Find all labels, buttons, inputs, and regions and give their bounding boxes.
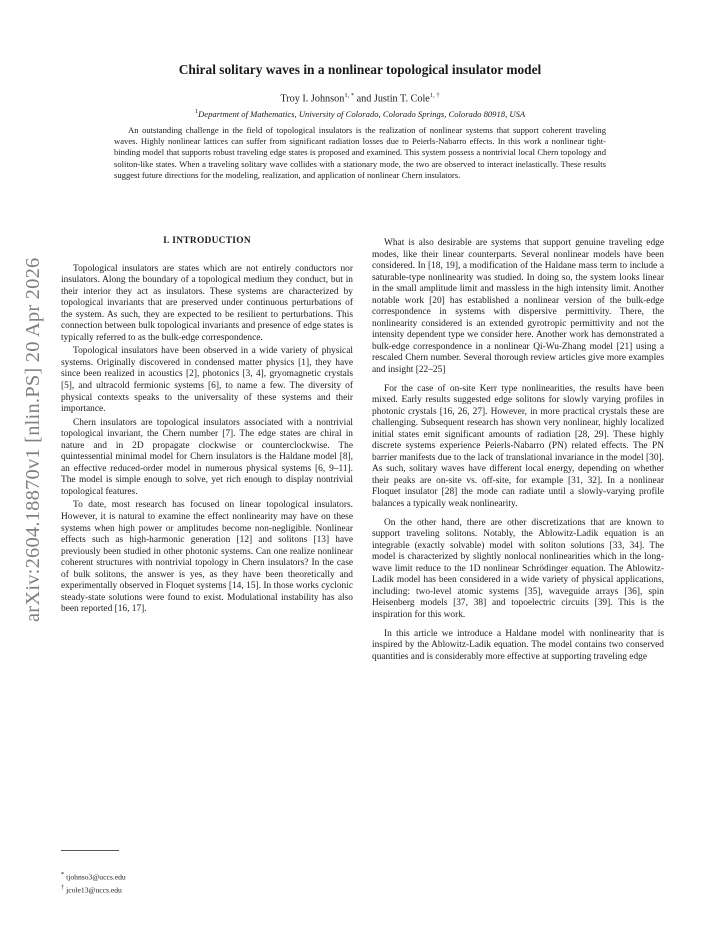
footnote-mark: † bbox=[61, 883, 65, 891]
author-line bbox=[60, 92, 660, 104]
affiliation-mark: 1 bbox=[194, 108, 199, 115]
paper-title: Chiral solitary waves in a nonlinear topological insulator model bbox=[178, 62, 542, 77]
author-name: Justin T. Cole bbox=[373, 93, 430, 105]
footnote-email-link[interactable]: jcole13@uccs.edu bbox=[66, 885, 122, 895]
footnote bbox=[61, 870, 126, 883]
footnote-rule bbox=[61, 850, 119, 851]
arxiv-identifier: arXiv:2604.18870v1 [nlin.PS] 20 Apr 2026 bbox=[22, 257, 44, 622]
right-column bbox=[372, 238, 664, 663]
abstract: An outstanding challenge in the field of topological insulators is the realization of nonlinear systems that support coherent traveling waves. Highly nonlinear lattices can suffer from significant radiation losses due to Peierls-Nabarro effects. In this work a nonlinear tight-binding model that supports robust traveling edge states is proposed and examined. This system possess a nontrivial local Chern topology and soliton-like states. When a traveling solitary wave collides with a stationary mode, the two are observed to interact inelastically. These results suggest future directions for the modeling, realization, and application of nonlinear Chern insulators. bbox=[114, 125, 606, 180]
affiliation-text: Department of Mathematics, University of Colorado, Colorado Springs, Colorado 80918, USA bbox=[198, 108, 526, 119]
author-affiliation-mark: 1, † bbox=[429, 92, 440, 99]
author-conjunction: and bbox=[354, 93, 374, 105]
footnote-mark: * bbox=[61, 871, 65, 878]
left-column bbox=[61, 236, 353, 616]
section-heading: I. INTRODUCTION bbox=[163, 236, 251, 246]
footnotes bbox=[61, 870, 126, 895]
paragraph: Topological insulators have been observed in a wide variety of physical systems. Originally discovered in condensed matter physics [1], they have since been realized in acoustics [2], photonics [3, 4], gryomagnetic crystals [5], and ultracold fermionic systems [6], to name a few. The diversity of physical contexts speaks to the universality of these systems and their importance. bbox=[61, 346, 353, 415]
paragraph: To date, most research has focused on linear topological insulators. However, it is natural to examine the effect nonlinearity may have on these systems when high power or amplitudes become non-negligible. Nonlinear effects such as high-harmonic generation [12] and solitons [13] have previously been studied in other photonic systems. Can one realize nonlinear coherent structures with nontrivial topology in Chern insulators? In the case of bulk solitons, the answer is yes, as they have been theoretically and experimentally observed in Floquet systems [14, 15]. In those works cyclonic steady-state solutions were found to exist. Modulational instability has also been reported [16, 17]. bbox=[61, 500, 353, 615]
footnote bbox=[61, 883, 126, 896]
author-name: Troy I. Johnson bbox=[280, 93, 345, 105]
paragraph: On the other hand, there are other discretizations that are known to support traveling solitons. Notably, the Ablowitz-Ladik equation is an integrable (exactly solvable) model with soliton solutions [33, 34]. The model is characterized by slightly nonlocal nonlinearities which in the long-wave limit reduce to the 1D nonlinear Schrödinger equation. The Ablowitz-Ladik model has been considered in a wide variety of physical applications, including: two-level atomic systems [35], waveguide arrays [36], spin Heisenberg models [37, 38] and topoelectric circuits [39]. This is the inspiration for this work. bbox=[372, 517, 664, 620]
paragraph: In this article we introduce a Haldane model with nonlinearity that is inspired by the Ablowitz-Ladik equation. The model contains two conserved quantities and is considerably more effective at supporting traveling edge bbox=[372, 628, 664, 662]
paragraph: Topological insulators are states which are not entirely conductors nor insulators. Along the boundary of a topological medium they conduct, but in their interior they act as insulators. These systems are characterized by topological invariants that are preserved under continuous perturbations of the system. As such, they are expected to be resilient to perturbations. This connection between bulk topological invariants and presence of edge states is typically referred to as the bulk-edge correspondence. bbox=[61, 263, 353, 343]
affiliation bbox=[60, 108, 660, 119]
footnote-email-link[interactable]: tjohnso3@uccs.edu bbox=[66, 872, 126, 882]
paragraph: Chern insulators are topological insulators associated with a nontrivial topological invariant, the Chern number [7]. The edge states are chiral in nature and in 2D propagate clockwise or counterclockwise. The quintessential minimal model for Chern insulators is the Haldane model [8], an effective reduced-order model in numerous physical systems [6, 9–11]. The model is simple enough to solve, yet rich enough to display nontrivial topological features. bbox=[61, 417, 353, 497]
paragraph: For the case of on-site Kerr type nonlinearities, the results have been mixed. Early results suggested edge solitons for slowly varying profiles in photonic crystals [16, 26, 27]. However, in more practical crystals these are challenging. Subsequent research has shown very nonlinear, highly localized initial states emit significant amounts of radiation [28, 29]. These highly discrete systems experience Peierls-Nabarro (PN) related effects. The PN barrier manifests due to the lack of translational invariance in the model [30]. As such, solitary waves have different local energy, depending on whether their peaks are on-site vs. off-site, for example [31, 32]. In a nonlinear Floquet insulator [28] the mode can radiate until a slowly-varying profile balances a typically weak nonlinearity. bbox=[372, 383, 664, 510]
paragraph: What is also desirable are systems that support genuine traveling edge modes, like their linear counterparts. Several nonlinear models have been considered. In [18, 19], a modification of the Haldane mass term to include a saturable-type nonlinearity was studied. In doing so, the system looks linear in the small amplitude limit and massless in the high intensity limit. Another notable work [20] has established a nonlinear version of the bulk-edge correspondence in systems with dispersive permittivity. There, the nonlinearity considered is an extended gyrotropic permittivity and not the intensity dependent type we consider here. Another work has demonstrated a bulk-edge correspondence in a nonlinear Qi-Wu-Zhang model [21] using a rescaled Chern number. Several thorough review articles give more examples and insight [22–25] bbox=[372, 238, 664, 376]
author-affiliation-mark: 1, * bbox=[344, 92, 355, 99]
